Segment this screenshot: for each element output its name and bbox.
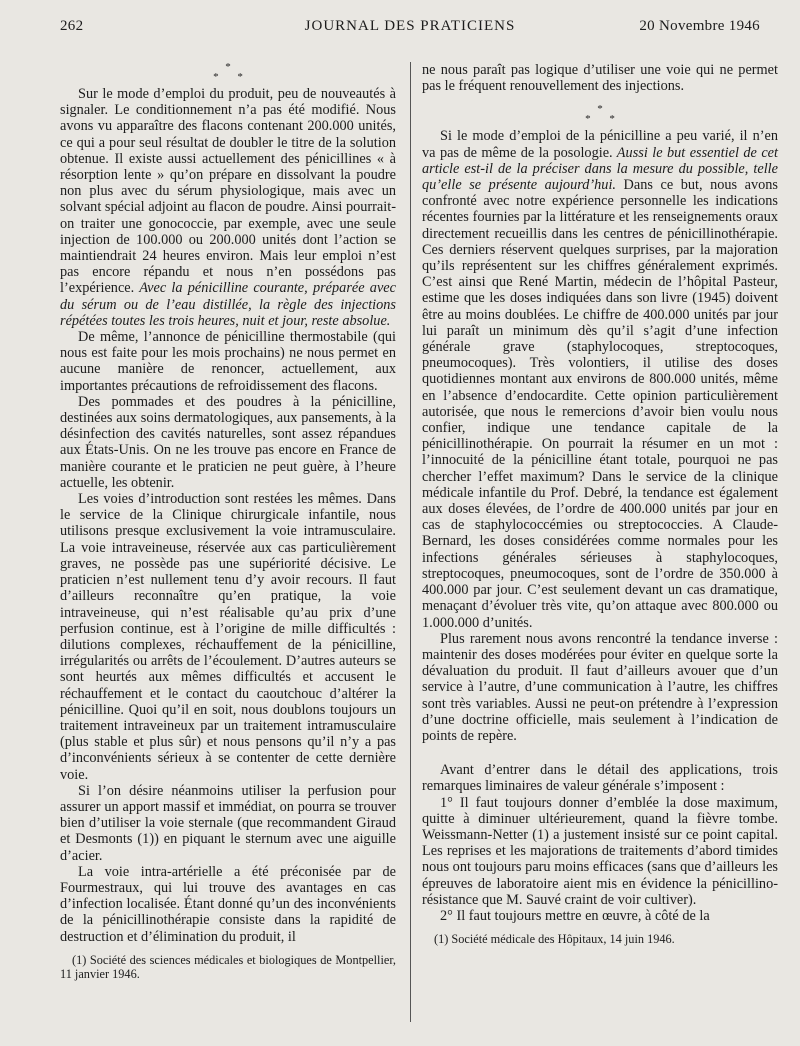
asterism-separator: * * *	[213, 61, 251, 83]
paragraph: 2° Il faut toujours mettre en œuvre, à côté de la	[440, 907, 710, 924]
asterism-separator: * * *	[585, 103, 623, 126]
paragraph: La voie intra-artérielle a été préconisée par de Fourmestraux, qui lui trouve des avantages en cas d’infection localisée. Étant donné qu’un des inconvénients de la pénicillinothérapie consiste dans la rapidité de destruction et d’élimination du produit, il	[60, 863, 396, 945]
paragraph: 1° Il faut toujours donner d’emblée la dose maximum, quitte à diminuer ultérieurement, quand la fièvre tombe. Weissmann-Netter (1) a justement insisté sur ce point capital. Les reprises et les majorations de traitements d’abord timides nous ont toujours paru moins efficaces (sans que d’ailleurs les épreuves de laboratoire aient mis en évidence la pénicillino-résistance que M. Sauvé craint de voir cultiver).	[422, 794, 778, 908]
paragraph: Si le mode d’emploi de la pénicilline a peu varié, il n’en va pas de même de la posologie. Aussi le but essentiel de cet article est-il de la préciser dans la mesure du possible, telle qu’elle se présente aujourd’hui. Dans ce but, nous avons confronté avec notre expérience personnelle les indications récentes fournies par la littérature et les renseignements oraux directement recueillis dans les centres de pénicillinothérapie. Ces derniers réservent quelques surprises, par la majoration qu’ils représentent sur les chiffres généralement exprimés. C’est ainsi que René Martin, médecin de l’hôpital Pasteur, estime que les doses indiquées dans son livre (1945) doivent être au moins doublées. Le chiffre de 400.000 unités par jour lui paraît un minimum dès qu’il s’agit d’une infection générale grave (staphylocoques, streptocoques, pneumocoques). Très volontiers, il utilise des doses quotidiennes montant aux environs de 800.000 unités, même en l’absence d’endocardite. Cette opinion particulièrement autorisée, que nous le remercions d’avoir bien voulu nous confier, indique une tendance capitale de la pénicillinothérapie. On pourrait la résumer en un mot : l’innocuité de la pénicilline étant totale, pourquoi ne pas chercher l’effet maximum? Dans le service de la clinique médicale infantile du Prof. Debré, la tendance est également aux doses élevées, de l’ordre de 400.000 unités par jour en cas de staphylococcémies ou streptococcies. A Claude-Bernard, les doses considérées comme normales pour les infections générales sérieuses à staphylocoques, streptocoques, pneumocoques, sont de l’ordre de 350.000 à 400.000 par jour. C’est seulement devant un cas dramatique, menaçant d’évoluer très vite, qu’on attaque avec 800.000 ou 1.000.000 d’unités.	[422, 128, 778, 631]
paragraph: Des pommades et des poudres à la pénicilline, destinées aux soins dermatologiques, aux pansements, à la désinfection des cavités naturelles, sont assez répandues aux États-Unis. On ne les trouve pas encore en France de manière courante et le praticien ne peut guère, à l’heure actuelle, les obtenir.	[60, 393, 396, 491]
journal-title: JOURNAL DES PRATICIENS	[304, 18, 516, 34]
paragraph: Plus rarement nous avons rencontré la tendance inverse : maintenir des doses modérées pour éviter en quelque sorte la dévaluation du produit. Il faut d’ailleurs avouer que d’un service à l’autre, d’une communication à l’autre, les chiffres sont très variables. Aussi ne peut-on prétendre à l’expression d’une doctrine officielle, mais seulement à l’indication de points de repère.	[422, 630, 778, 744]
paragraph: Avant d’entrer dans le détail des applications, trois remarques liminaires de valeur générale s’imposent :	[422, 762, 778, 795]
page-number: 262	[60, 18, 84, 34]
left-column	[60, 62, 396, 982]
column-divider	[410, 62, 411, 1022]
paragraph: De même, l’annonce de pénicilline thermostabile (qui nous est faite pour les mois prochains) ne nous permet en aucune manière de renoncer, actuellement, aux importantes précautions de refroidissement des flacons.	[60, 329, 396, 394]
footnote: (1) Société des sciences médicales et biologiques de Montpellier, 11 janvier 1946.	[60, 952, 396, 982]
paragraph: Si l’on désire néanmoins utiliser la perfusion pour assurer un apport massif et immédiat, on pourra se trouver bien d’utiliser la voie sternale (que recommandent Giraud et Desmonts (1)) en piquant le sternum avec une aiguille d’acier.	[60, 782, 396, 864]
paragraph: ne nous paraît pas logique d’utiliser une voie qui ne permet pas le fréquent renouvellement des injections.	[422, 62, 778, 95]
paragraph: Les voies d’introduction sont restées les mêmes. Dans le service de la Clinique chirurgicale infantile, nous utilisons presque exclusivement la voie intramusculaire. La voie intraveineuse, réservée aux cas particulièrement graves, ne possède pas une supériorité décisive. Le praticien n’est nullement tenu d’y avoir recours. Il faut d’ailleurs reconnaître qu’en pratique, la voie intraveineuse, qui n’est réalisable qu’au prix d’une perfusion continue, est à l’origine de mille difficultés : dilutions complexes, réchauffement de la pénicilline, irrégularités ou arrêts de l’écoulement. D’autres auteurs se sont heurtés aux mêmes difficultés et accusent le réchauffement et le contact du caoutchouc d’altérer la pénicilline. Quoi qu’il en soit, nous doublons toujours un traitement intraveineux par un traitement intramusculaire (plus stable et plus sûr) et nous pensons qu’il n’y a pas d’inconvénients sérieux à se contenter de cette dernière voie.	[60, 491, 396, 783]
issue-date: 20 Novembre 1946	[639, 18, 760, 34]
running-head	[60, 18, 760, 42]
paragraph: Sur le mode d’emploi du produit, peu de nouveautés à signaler. Le conditionnement n’a pas été modifié. Nous avons vu apparaître des flacons contenant 200.000 unités, ce qui a pour seul résultat de doubler le titre de la solution obtenue. Il existe aussi actuellement des pénicillines « à résorption lente » qu’on prépare en dissolvant la poudre non plus avec du sérum physiologique, mais avec un solvant spécial adjoint au flacon de poudre. Ainsi pourrait-on traiter une gonococcie, par exemple, avec une seule injection de 100.000 ou 200.000 unités dont l’action se maintiendrait 24 heures environ. Mais leur emploi n’est pas encore répandu et nous n’en possédons pas l’expérience. Avec la pénicilline courante, préparée avec du sérum ou de l’eau distillée, la règle des injections répétées toutes les trois heures, nuit et jour, reste absolue.	[60, 86, 396, 329]
right-column	[422, 62, 778, 947]
footnote: (1) Société médicale des Hôpitaux, 14 juin 1946.	[434, 932, 675, 947]
